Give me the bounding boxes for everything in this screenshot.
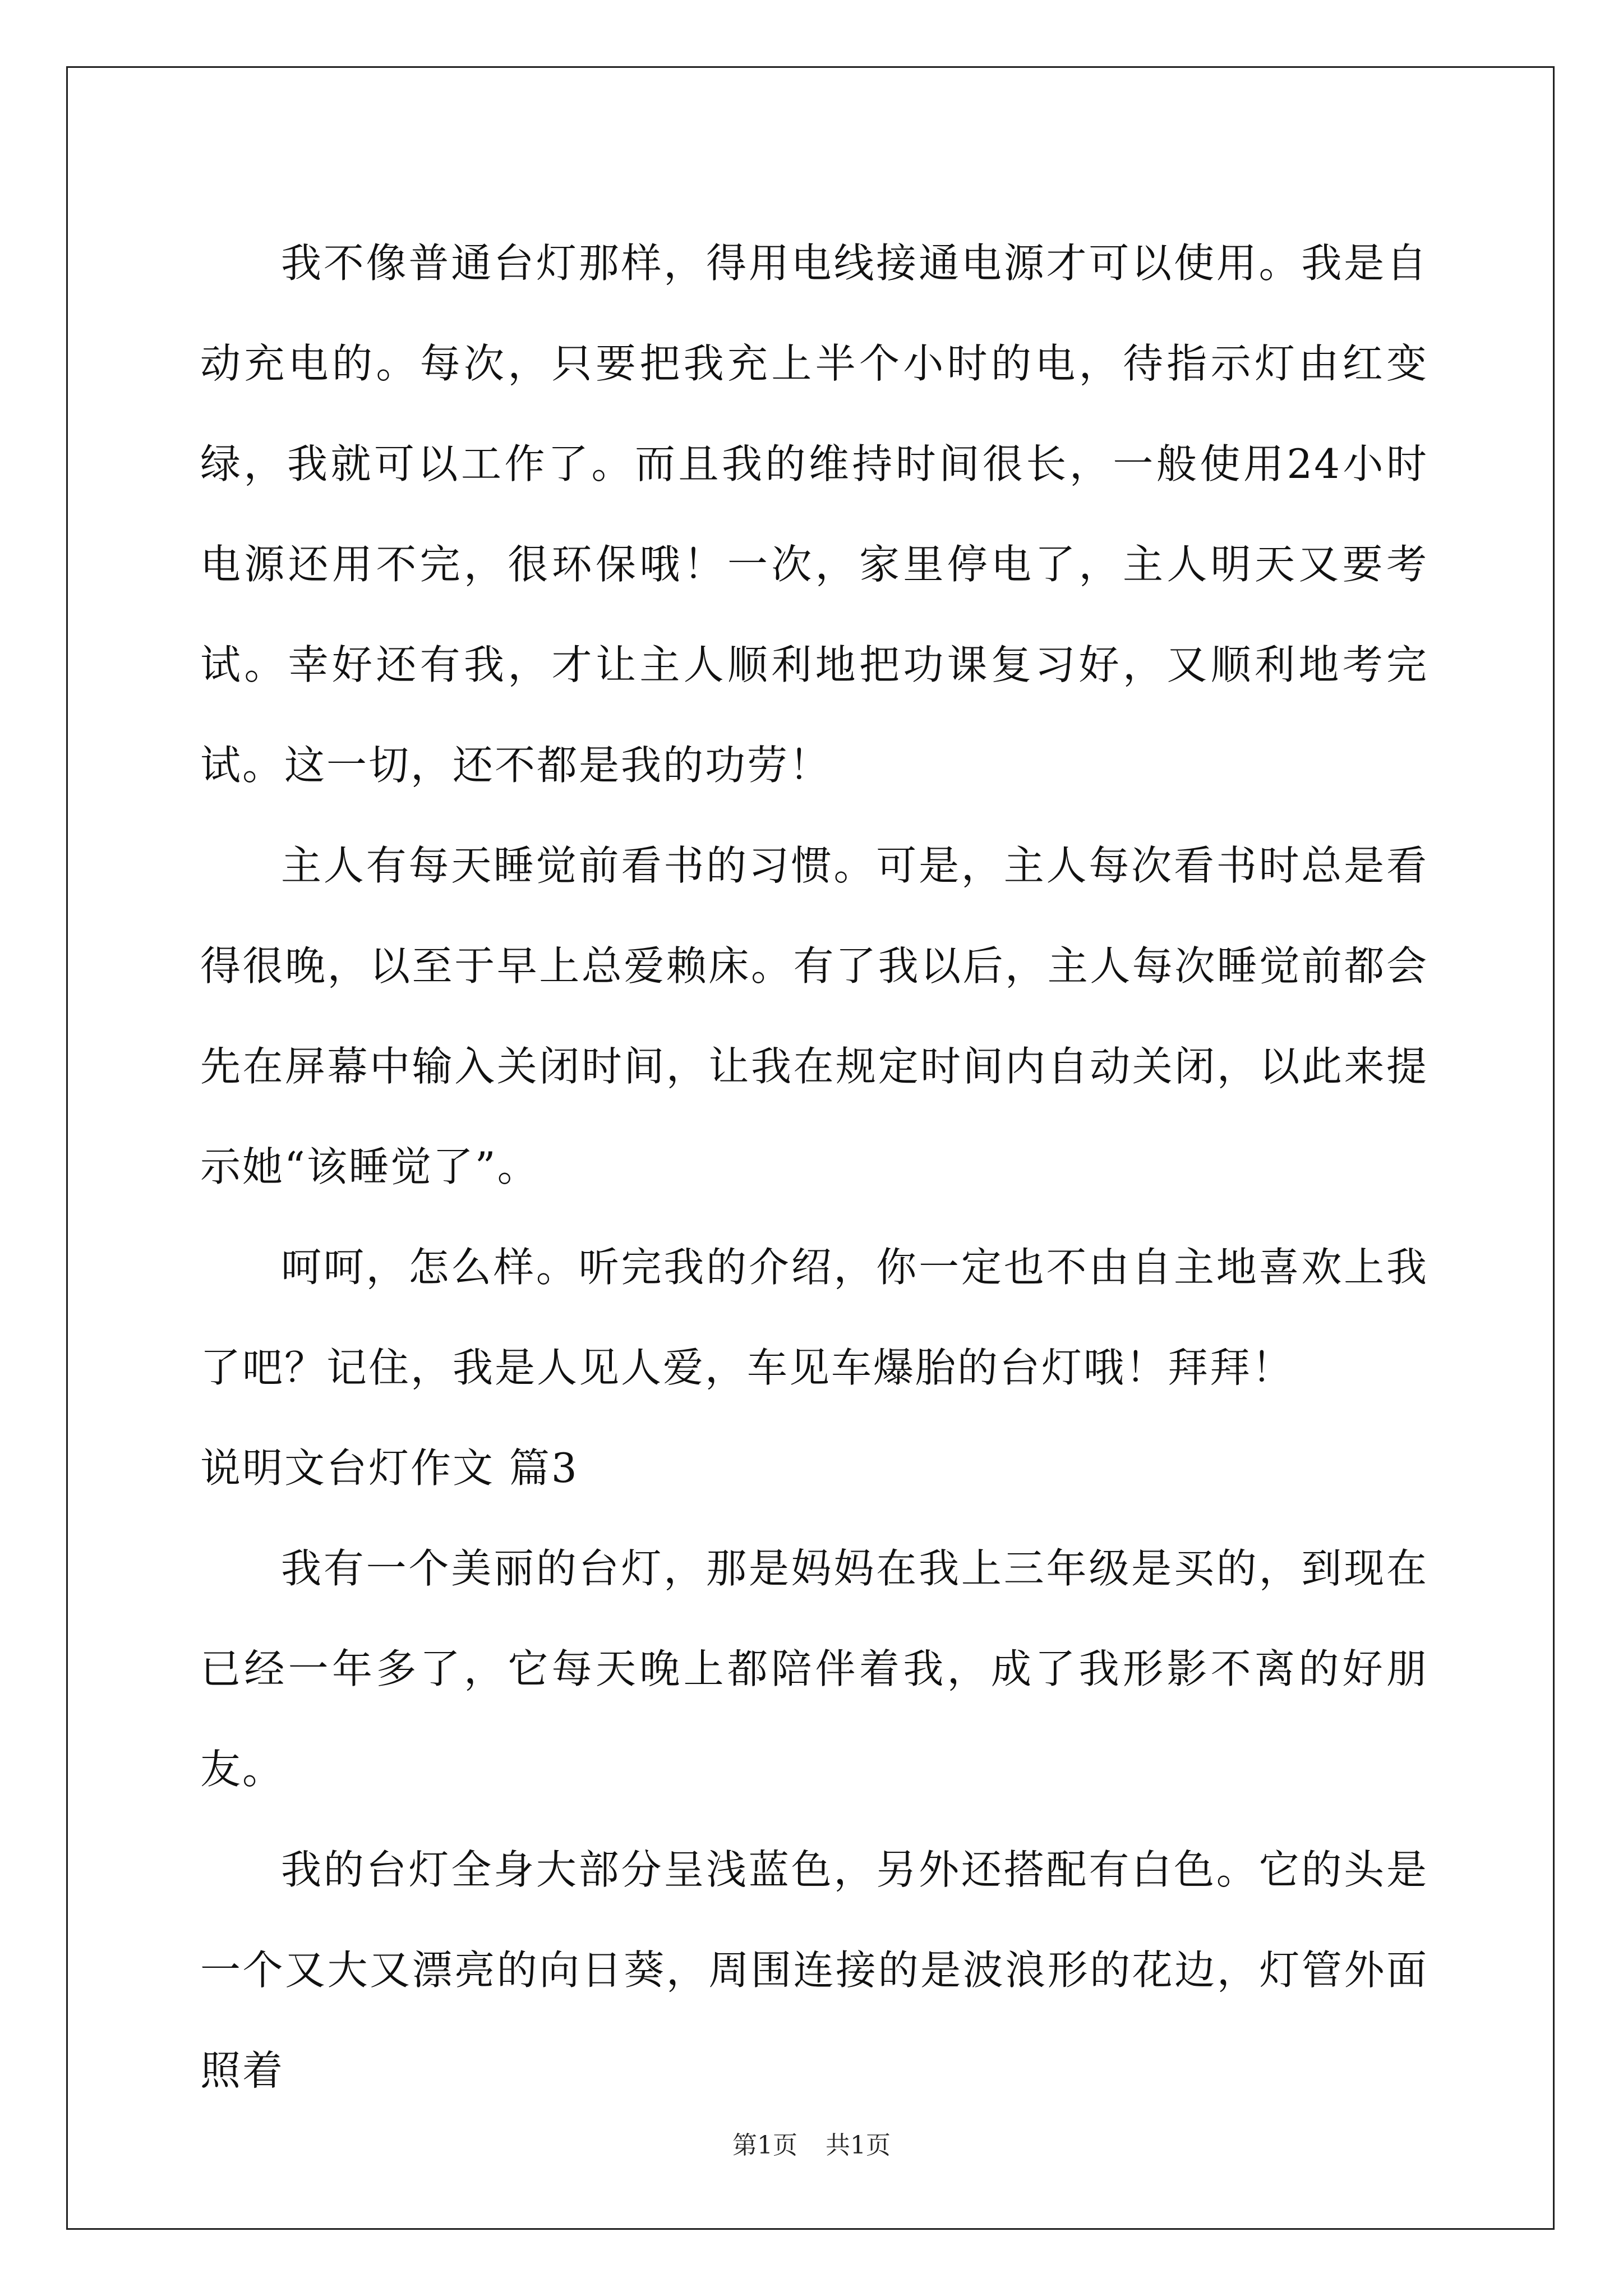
paragraph-3: 呵呵，怎么样。听完我的介绍，你一定也不由自主地喜欢上我了吧？记住，我是人见人爱，车见车爆胎的台灯哦！拜拜！ [200,1244,1428,1391]
section-heading: 说明文台灯作文 篇3 [200,1444,579,1492]
page-number-total: 共1页 [826,2131,891,2160]
paragraph-4: 我有一个美丽的台灯，那是妈妈在我上三年级是买的，到现在已经一年多了，它每天晚上都陪伴着我，成了我形影不离的好朋友。 [200,1545,1428,1793]
page-number-current: 第1页 [732,2131,797,2160]
paragraph-2: 主人有每天睡觉前看书的习惯。可是，主人每次看书时总是看得很晚，以至于早上总爱赖床。有了我以后，主人每次睡觉前都会先在屏幕中输入关闭时间，让我在规定时间内自动关闭，以此来提示她“该睡觉了”。 [200,842,1428,1190]
page-footer [0,2129,1623,2162]
paragraph-1: 我不像普通台灯那样，得用电线接通电源才可以使用。我是自动充电的。每次，只要把我充上半个小时的电，待指示灯由红变绿，我就可以工作了。而且我的维持时间很长，一般使用24小时电源还用不完，很环保哦！一次，家里停电了，主人明天又要考试。幸好还有我，才让主人顺利地把功课复习好，又顺利地考完试。这一切，还不都是我的功劳！ [200,240,1428,789]
document-body [200,213,1428,2121]
paragraph-5: 我的台灯全身大部分呈浅蓝色，另外还搭配有白色。它的头是一个又大又漂亮的向日葵，周围连接的是波浪形的花边，灯管外面照着 [200,1846,1428,2094]
